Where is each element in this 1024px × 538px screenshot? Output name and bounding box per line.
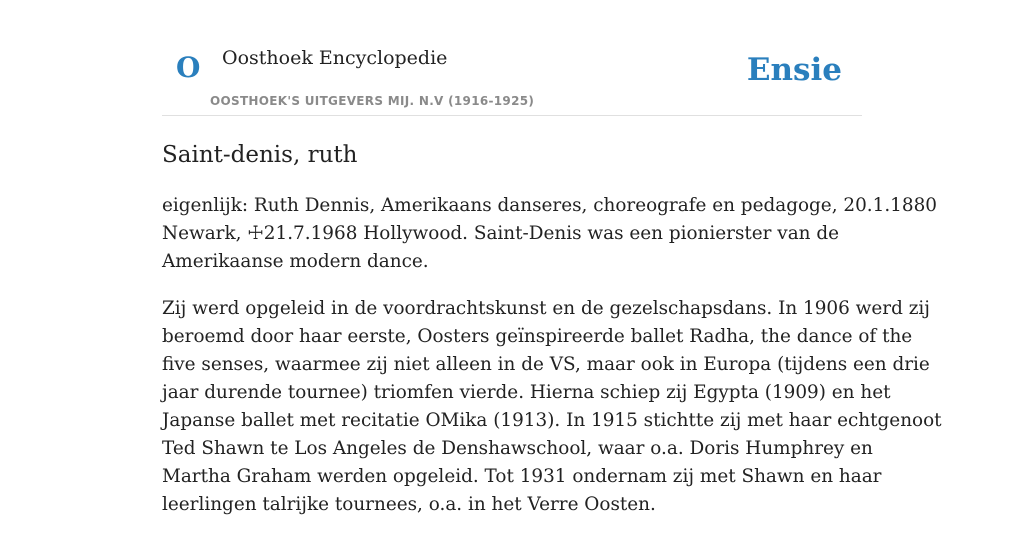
entry-title: Saint-denis, ruth (162, 142, 358, 168)
source-header (162, 0, 862, 116)
paragraph (162, 192, 937, 276)
paragraph-line: five senses, waarmee zij niet alleen in de VS, maar ook in Europa (tijdens een drie (162, 354, 930, 375)
paragraph-line: Japanse ballet met recitatie OMika (1913). In 1915 stichtte zij met haar echtgenoot (162, 410, 942, 431)
paragraph-line: leerlingen talrijke tournees, o.a. in het Verre Oosten. (162, 494, 656, 515)
paragraph-line: jaar durende tournee) triomfen vierde. Hierna schiep zij Egypta (1909) en het (162, 382, 891, 403)
publisher-label: OOSTHOEK'S UITGEVERS MIJ. N.V (1916-1925) (210, 94, 535, 108)
paragraph-line: Martha Graham werden opgeleid. Tot 1931 ondernam zij met Shawn en haar (162, 466, 882, 487)
paragraph (162, 295, 942, 519)
paragraph-line: Newark, ☩21.7.1968 Hollywood. Saint-Denis was een pionierster van de (162, 223, 840, 244)
paragraph-line: Amerikaanse modern dance. (162, 251, 429, 272)
paragraph-line: beroemd door haar eerste, Oosters geïnspireerde ballet Radha, the dance of the (162, 326, 913, 347)
paragraph-line: Zij werd opgeleid in de voordrachtskunst en de gezelschapsdans. In 1906 werd zij (162, 298, 930, 319)
source-title[interactable]: Oosthoek Encyclopedie (222, 47, 448, 69)
article-page (162, 0, 942, 515)
paragraph-line: eigenlijk: Ruth Dennis, Amerikaans danseres, choreografe en pedagoge, 20.1.1880 (162, 195, 937, 216)
entry-body (162, 192, 942, 538)
paragraph-line: Ted Shawn te Los Angeles de Denshawschool, waar o.a. Doris Humphrey en (162, 438, 873, 459)
ensie-logo-link[interactable]: Ensie (746, 52, 842, 88)
source-logo-letter[interactable]: O (176, 51, 201, 84)
